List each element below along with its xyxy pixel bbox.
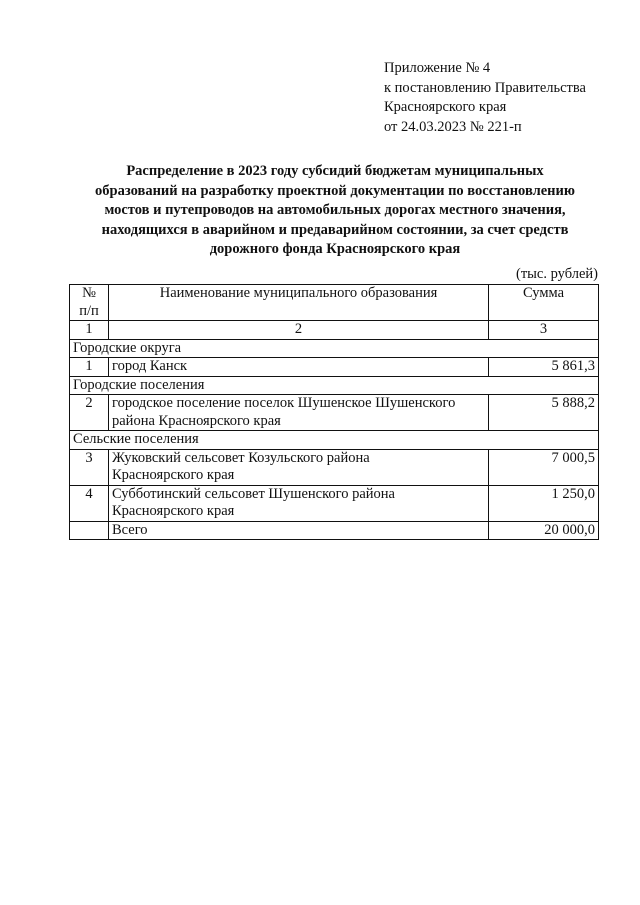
group-title: Городские округа: [70, 339, 599, 358]
group-title: Сельские поселения: [70, 431, 599, 450]
title-line: дорожного фонда Красноярского края: [209, 241, 461, 257]
row-name-line: Субботинский сельсовет Шушенского района: [112, 485, 395, 502]
column-number: 1: [70, 321, 109, 340]
row-name-line: района Красноярского края: [112, 412, 281, 429]
table-row: [70, 485, 599, 521]
annex-number: Приложение № 4: [384, 60, 491, 76]
row-sum: 7 000,5: [489, 449, 599, 485]
row-number: 2: [70, 395, 109, 431]
row-name: [109, 449, 489, 485]
group-title: Городские поселения: [70, 376, 599, 395]
row-name: [109, 485, 489, 521]
title-line: мостов и путепроводов на автомобильных дорогах местного значения,: [104, 202, 566, 218]
document-title: [70, 162, 600, 260]
annex-date: от 24.03.2023 № 221-п: [384, 118, 522, 135]
row-sum: 5 888,2: [489, 395, 599, 431]
table-header-row: [70, 285, 599, 321]
header-num-line1: №: [82, 285, 96, 301]
row-number: 3: [70, 449, 109, 485]
column-number: 3: [489, 321, 599, 340]
row-name: [109, 358, 489, 377]
row-number: 1: [70, 358, 109, 377]
header-num-line2: п/п: [79, 302, 99, 319]
row-sum: 5 861,3: [489, 358, 599, 377]
annex-region: Красноярского края: [384, 99, 507, 115]
row-name-line: город Канск: [112, 358, 188, 374]
total-empty-cell: [70, 521, 109, 540]
column-number: 2: [109, 321, 489, 340]
header-name: Наименование муниципального образования: [109, 285, 489, 321]
table-row: [70, 395, 599, 431]
title-line: образований на разработку проектной документации по восстановлению: [95, 182, 575, 199]
distribution-table: [69, 284, 599, 540]
units-label: (тыс. рублей): [516, 266, 598, 282]
row-name-line: городское поселение поселок Шушенское Шушенского: [112, 395, 456, 411]
header-num: [70, 285, 109, 321]
row-name-line: Красноярского края: [112, 503, 235, 519]
group-row: [70, 431, 599, 450]
group-row: [70, 376, 599, 395]
row-number: 4: [70, 485, 109, 521]
row-name-line: Красноярского края: [112, 467, 235, 483]
title-line: находящихся в аварийном и предаварийном состоянии, за счет средств: [101, 221, 569, 238]
row-sum: 1 250,0: [489, 485, 599, 521]
column-numbers-row: [70, 321, 599, 340]
header-sum: Сумма: [489, 285, 599, 321]
annex-ref: к постановлению Правительства: [384, 79, 586, 96]
total-sum: 20 000,0: [489, 521, 599, 540]
annex-block: [384, 59, 586, 137]
group-row: [70, 339, 599, 358]
table-row: [70, 449, 599, 485]
title-line: Распределение в 2023 году субсидий бюджетам муниципальных: [126, 163, 544, 179]
row-name: [109, 395, 489, 431]
table-row: [70, 358, 599, 377]
row-name-line: Жуковский сельсовет Козульского района: [112, 449, 370, 466]
total-label: Всего: [109, 521, 489, 540]
total-row: [70, 521, 599, 540]
